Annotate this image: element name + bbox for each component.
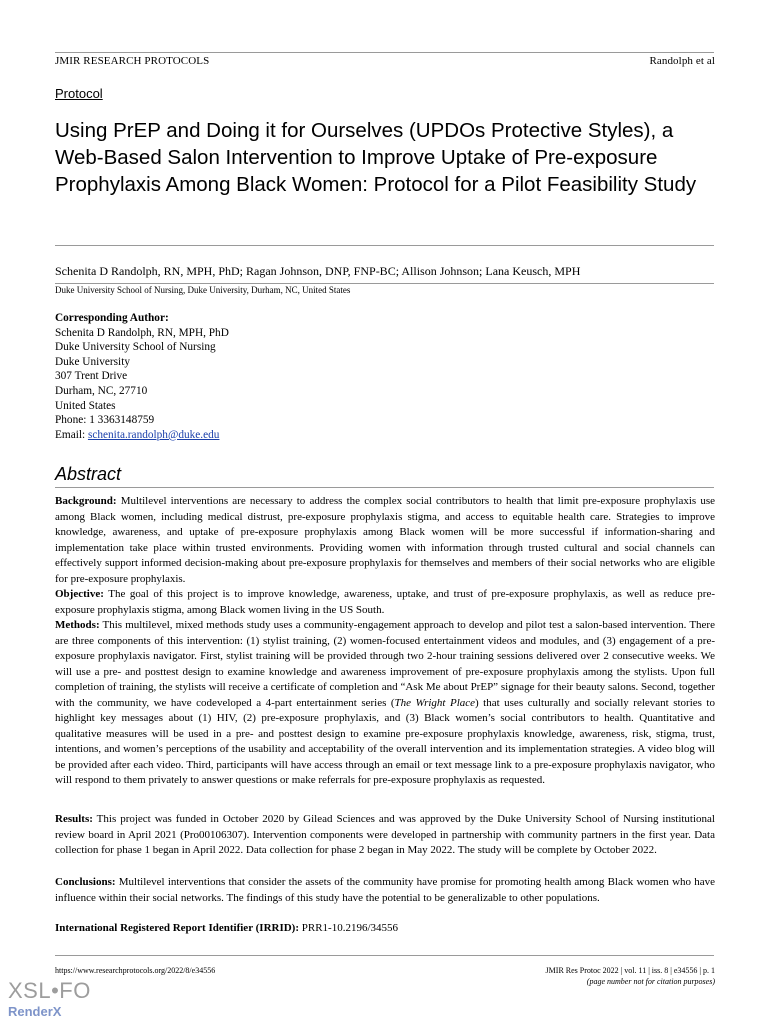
irrid-label: International Registered Report Identifier (IRRID): <box>55 922 300 934</box>
footer-citation: JMIR Res Protoc 2022 | vol. 11 | iss. 8 | e34556 | p. 1 <box>545 966 715 975</box>
running-author: Randolph et al <box>649 55 715 67</box>
footer-note: (page number not for citation purposes) <box>586 977 715 986</box>
authors-rule <box>55 283 714 284</box>
abstract-methods <box>55 618 715 789</box>
article-title: Using PrEP and Doing it for Ourselves (UPDOs Protective Styles), a Web-Based Salon Intervention to Improve Uptake of Pre-exposure Prophylaxis Among Black Women: Protocol for a Pilot Feasibility Study <box>55 119 697 196</box>
footer-url: https://www.researchprotocols.org/2022/8/e34556 <box>55 966 216 975</box>
methods-text: This multilevel, mixed methods study uses a community-engagement approach to develop and pilot test a salon-based intervention. There are three components of this intervention: (1) stylist training, (2) women-focused entertainment videos and modules, and (3) engagement of a pre-exposure prophylaxis navigator. First, stylist training will be provided through two 2-hour training sessions delivered over 2 consecutive weeks. We will use a pre- and posttest design to examine knowledge and awareness improvement of pre-exposure prophylaxis among the stylists. Upon full completion of training, the stylists will receive a certificate of completion and “Ask Me about PrEP” signage for their beauty salons. Second, together with the community, we have codeveloped a 4-part entertainment series ( <box>55 619 715 709</box>
results-text: This project was funded in October 2020 by Gilead Sciences and was approved by the Duke University School of Nursing institutional review board in April 2021 (Pro00106307). Intervention components were developed in partnership with community partners in the first year. Data collection for phase 1 began in April 2022. Data collection for phase 2 began in May 2022. The study will be complete by October 2022. <box>55 813 715 856</box>
email-line <box>55 428 229 443</box>
methods-label: Methods: <box>55 619 100 631</box>
background-text: Multilevel interventions are necessary to address the complex social contributors to health that limit pre-exposure prophylaxis use among Black women, including medical distrust, pre-exposure prophylaxis stigma, and access to equitable health care. Strategies to improve knowledge, awareness, and uptake of pre-exposure prophylaxis among Black women will be more successful if information-sharing and implementation take place within trusted environments. Providing women with information through trusted cultural and social channels can effectively support informed decision-making about pre-exposure prophylaxis for themselves and members of their social networks who are eligible for pre-exposure prophylaxis. <box>55 495 715 585</box>
footer-rule <box>55 955 714 956</box>
abstract-objective <box>55 587 715 618</box>
results-label: Results: <box>55 813 93 825</box>
abstract-heading: Abstract <box>55 464 122 484</box>
corresponding-author <box>55 311 229 442</box>
corresponding-line: Schenita D Randolph, RN, MPH, PhD <box>55 326 229 339</box>
corresponding-line: Duke University School of Nursing <box>55 341 216 354</box>
renderx-watermark: RenderX <box>8 1004 62 1019</box>
affiliation: Duke University School of Nursing, Duke University, Durham, NC, United States <box>55 285 351 295</box>
corresponding-line: Duke University <box>55 355 130 368</box>
methods-text-continued: ) that uses culturally and socially relevant stories to highlight key messages about (1) HIV, (2) pre-exposure prophylaxis, and (3) Black women’s social contributors to health. Quantitative and qualitative measures will be used in a pre- and posttest design to examine pre-exposure prophylaxis knowledge, awareness, risk, stigma, trust, intentions, and women’s perceptions of the usability and acceptability of the overall intervention and its implementation strategies. A video blog will be provided after each video. Third, participants will have access through an email or text message link to a pre-exposure prophylaxis navigator, who will respond to them privately to answer questions or make referrals for pre-exposure prophylaxis as requested. <box>55 696 715 786</box>
background-label: Background: <box>55 495 117 507</box>
abstract-conclusions <box>55 875 715 906</box>
corresponding-line: 307 Trent Drive <box>55 370 128 383</box>
author-list: Schenita D Randolph, RN, MPH, PhD; Ragan Johnson, DNP, FNP-BC; Allison Johnson; Lana Keusch, MPH <box>55 264 581 278</box>
header-rule <box>55 52 714 53</box>
objective-label: Objective: <box>55 588 104 600</box>
journal-name: JMIR RESEARCH PROTOCOLS <box>55 55 210 67</box>
objective-text: The goal of this project is to improve knowledge, awareness, uptake, and trust of pre-exposure prophylaxis, as well as reduce pre-exposure prophylaxis stigma, among Black women living in the US South. <box>55 588 715 616</box>
corresponding-line: Phone: 1 3363148759 <box>55 414 155 427</box>
abstract-background <box>55 494 715 587</box>
title-rule <box>55 245 714 246</box>
irrid-value: PRR1-10.2196/34556 <box>301 922 399 934</box>
abstract-rule <box>55 487 714 488</box>
corresponding-line: United States <box>55 399 116 412</box>
corresponding-line: Durham, NC, 27710 <box>55 384 148 397</box>
abstract-irrid <box>55 921 715 937</box>
methods-series-title: The Wright Place <box>394 696 476 709</box>
article-type: Protocol <box>55 86 103 101</box>
abstract-results <box>55 812 715 859</box>
email-link[interactable]: schenita.randolph@duke.edu <box>87 428 220 441</box>
email-label: Email: <box>55 428 88 441</box>
xslfo-watermark: XSL•FO <box>8 978 91 1003</box>
corresponding-heading: Corresponding Author: <box>55 312 169 324</box>
conclusions-text: Multilevel interventions that consider the assets of the community have promise for promoting health among Black women who have influence within their social networks. The findings of this study have the potential to be generalizable to other populations. <box>55 876 716 904</box>
conclusions-label: Conclusions: <box>55 876 116 888</box>
